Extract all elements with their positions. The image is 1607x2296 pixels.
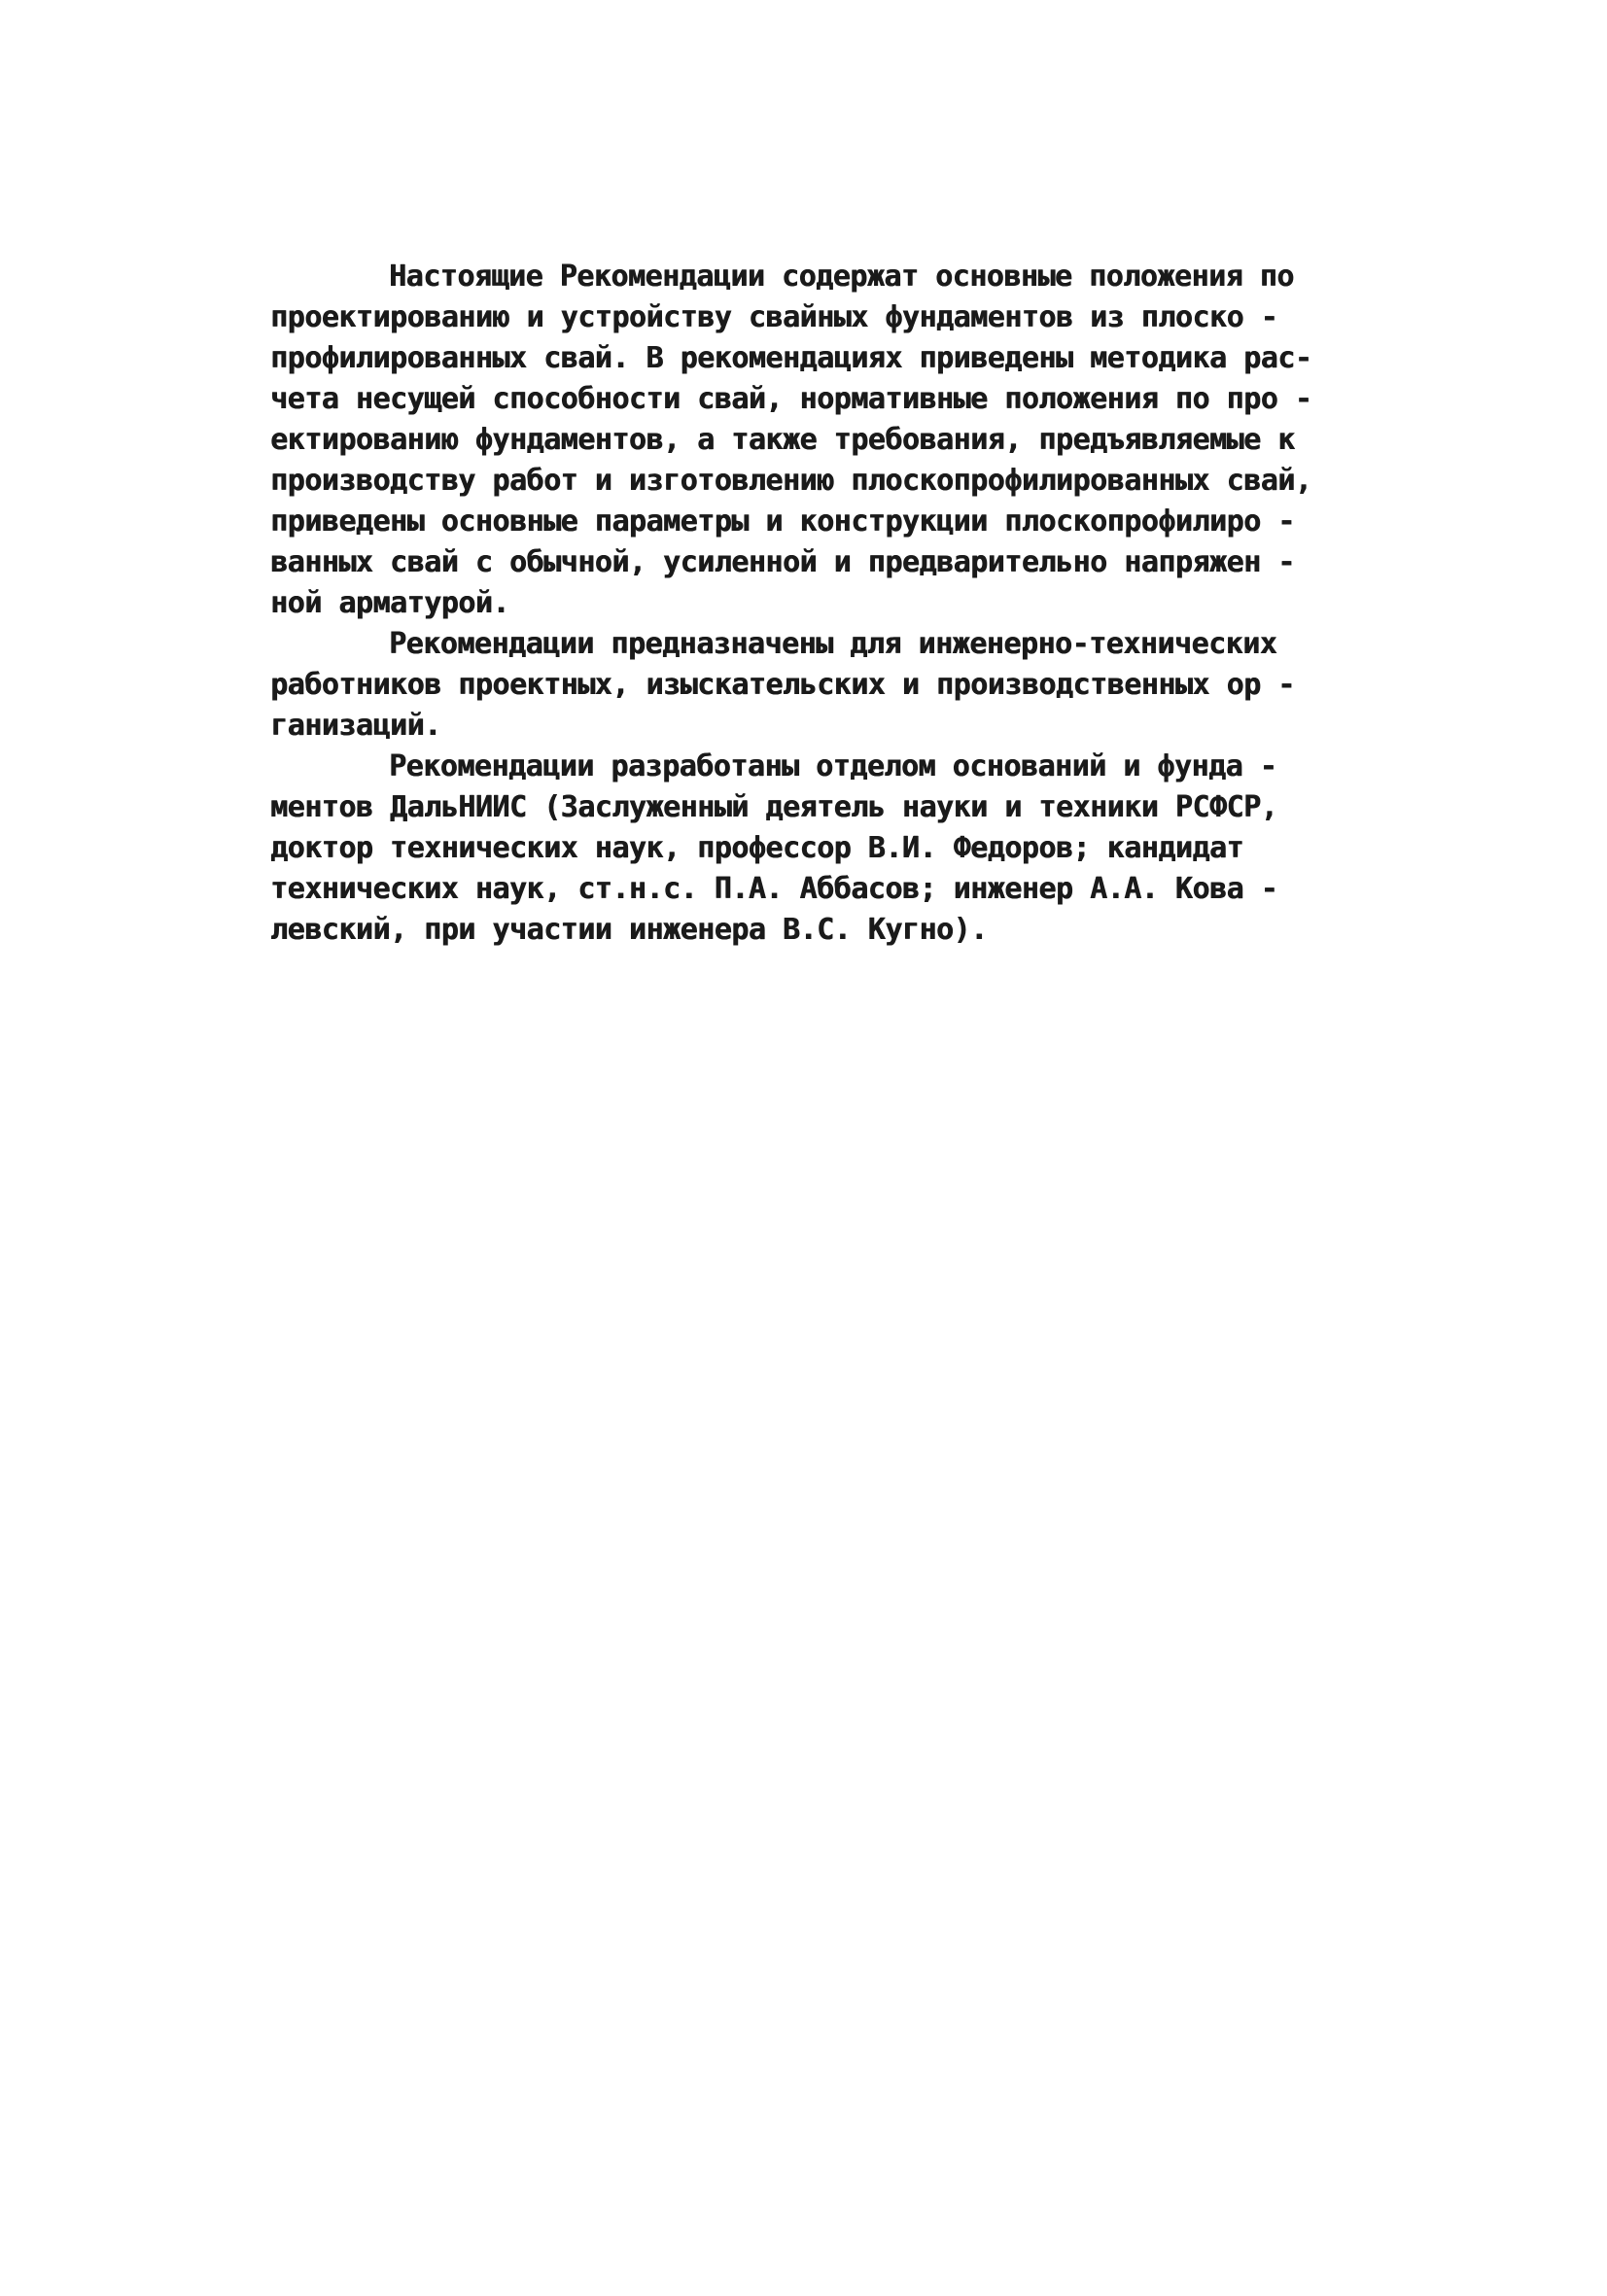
text-line: левский, при участии инженера В.С. Кугно). <box>270 913 988 947</box>
text-line: доктор технических наук, профессор В.И. Федоров; кандидат <box>270 831 1244 865</box>
text-line: проектированию и устройству свайных фундаментов из плоско - <box>270 300 1278 334</box>
text-line: ной арматурой. <box>270 586 509 620</box>
text-line: ментов ДальНИИС (Заслуженный деятель науки и техники РСФСР, <box>270 790 1278 824</box>
text-line: технических наук, ст.н.с. П.А. Аббасов; инженер А.А. Кова - <box>270 872 1278 906</box>
paragraph-summary <box>270 257 1359 624</box>
text-line: ектированию фундаментов, а также требования, предъявляемые к <box>270 423 1295 457</box>
text-line: Рекомендации предназначены для инженерно-технических <box>389 627 1277 661</box>
text-line: производству работ и изготовлению плоскопрофилированных свай, <box>270 464 1312 498</box>
text-line: ганизаций. <box>270 709 441 743</box>
text-line: Настоящие Рекомендации содержат основные положения по <box>389 260 1294 294</box>
text-line: работников проектных, изыскательских и производственных ор - <box>270 668 1295 702</box>
text-line: чета несущей способности свай, нормативные положения по про - <box>270 382 1312 416</box>
text-line: приведены основные параметры и конструкции плоскопрофилиро - <box>270 504 1295 539</box>
text-line: профилированных свай. В рекомендациях приведены методика рас- <box>270 341 1312 375</box>
paragraph-authors <box>270 747 1359 951</box>
document-body <box>270 257 1359 951</box>
text-line: ванных свай с обычной, усиленной и предварительно напряжен - <box>270 545 1295 579</box>
text-line: Рекомендации разработаны отделом оснований и фунда - <box>389 749 1277 783</box>
paragraph-audience <box>270 624 1359 747</box>
